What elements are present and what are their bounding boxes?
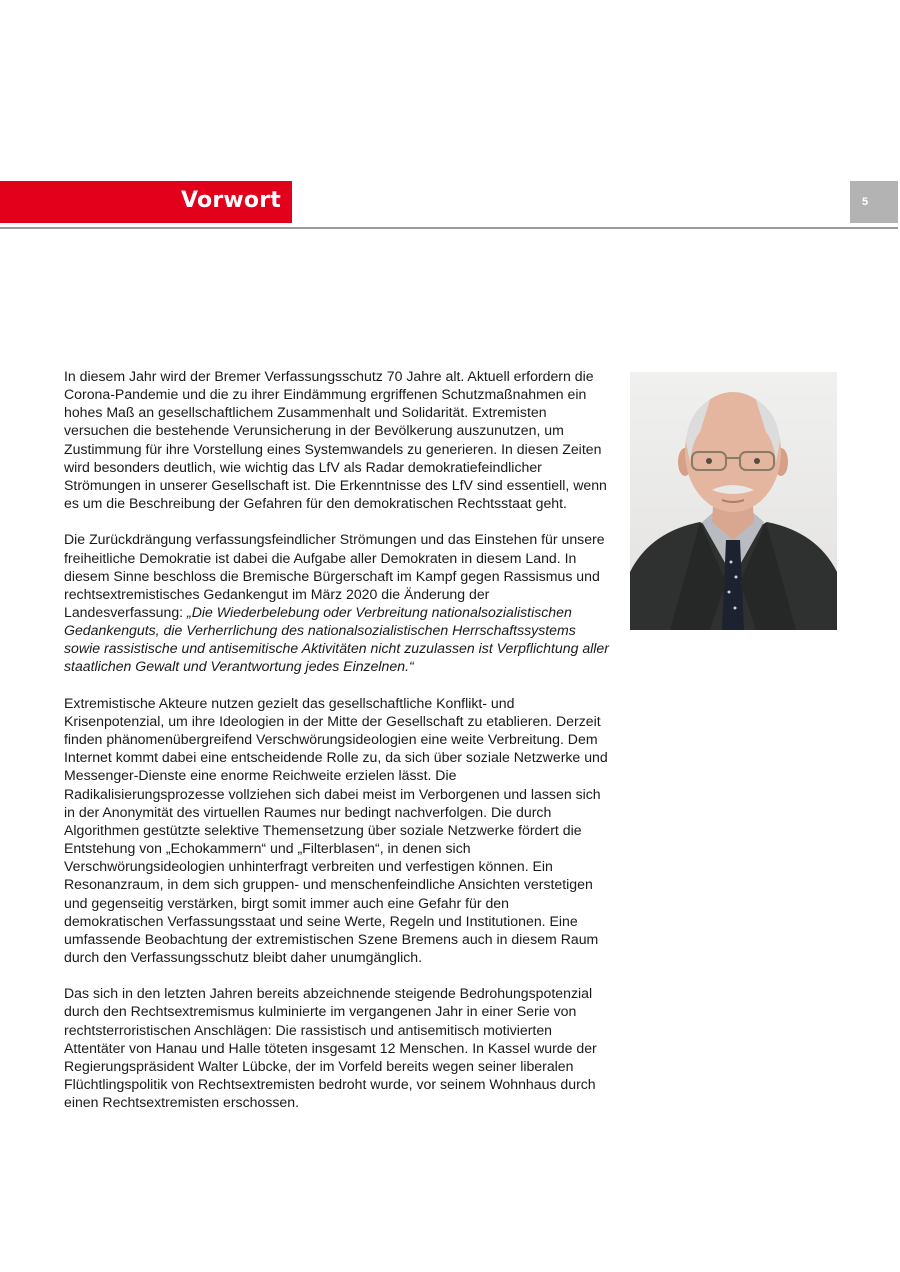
paragraph-4: Das sich in den letzten Jahren bereits abzeichnende steigende Bedrohungspotenzial durch den Rechtsextremismus kulminierte im vergangenen Jahr in einer Serie von rechtsterroristischen Anschlägen: Die rassistisch und antisemitisch motivierten Attentäter von Hanau und Halle töteten insgesamt 12 Menschen. In Kassel wurde der Regierungspräsident Walter Lübcke, der im Vorfeld bereits wegen seiner liberalen Flüchtlingspolitik von Rechtsextremisten bedroht wurde, vor seinem Wohnhaus durch einen Rechtsextremisten erschossen. <box>64 985 597 1111</box>
page-title: Vorwort <box>181 188 281 213</box>
page-number: 5 <box>861 196 869 208</box>
author-portrait-photo <box>630 372 837 630</box>
constitution-quote: „Die Wiederbelebung oder Verbreitung nationalsozialistischen Gedankenguts, die Verherrlichung des nationalsozialistischen Herrschaftssystems sowie rassistische und antisemitische Aktivitäten nicht zuzulassen ist Verpflichtung aller staatlichen Gewalt und Verantwortung jedes Einzelnen.“ <box>64 604 609 675</box>
paragraph-2-intro: Die Zurückdrängung verfassungsfeindlicher Strömungen und das Einstehen für unsere freiheitliche Demokratie ist dabei die Aufgabe aller Demokraten in diesem Land. In diesem Sinne beschloss die Bremische Bürgerschaft im Kampf gegen Rassismus und rechtsextremistisches Gedankengut im März 2020 die Änderung der Landesverfassung: <box>64 531 605 621</box>
foreword-text <box>64 367 612 1130</box>
paragraph-1: In diesem Jahr wird der Bremer Verfassungsschutz 70 Jahre alt. Aktuell erfordern die Corona-Pandemie und die zu ihrer Eindämmung ergriffenen Schutzmaßnahmen ein hohes Maß an gesellschaftlichem Zusammenhalt und Solidarität. Extremisten versuchen die bestehende Verunsicherung in der Bevölkerung auszunutzen, um Zustimmung für ihre Vorstellung eines Systemwandels zu generieren. In diesen Zeiten wird besonders deutlich, wie wichtig das LfV als Radar demokratiefeindlicher Strömungen in unserer Gesellschaft ist. Die Erkenntnisse des LfV sind essentiell, wenn es um die Beschreibung der Gefahren für den demokratischen Rechtsstaat geht. <box>64 368 607 512</box>
paragraph-2 <box>64 530 612 675</box>
header-divider <box>0 227 898 229</box>
paragraph-3: Extremistische Akteure nutzen gezielt das gesellschaftliche Konflikt- und Krisenpotenzial, um ihre Ideologien in der Mitte der Gesellschaft zu etablieren. Derzeit finden phänomenübergreifend Verschwörungsideologien eine weite Verbreitung. Dem Internet kommt dabei eine entscheidende Rolle zu, da sich über soziale Netzwerke und Messenger-Dienste eine enorme Reichweite erzielen lässt. Die Radikalisierungsprozesse vollziehen sich dabei meist im Verborgenen und lassen sich in der Anonymität des virtuellen Raumes nur bedingt nachverfolgen. Die durch Algorithmen gestützte selektive Themensetzung über soziale Netzwerke fördert die Entstehung von „Echokammern“ und „Filterblasen“, in denen sich Verschwörungsideologien unhinterfragt verbreiten und verfestigen können. Ein Resonanzraum, in dem sich gruppen- und menschenfeindliche Ansichten verstetigen und gegenseitig verstärken, birgt somit immer auch eine Gefahr für den demokratischen Verfassungsstaat und seine Werte, Regeln und Institutionen. Eine umfassende Beobachtung der extremistischen Szene Bremens auch in diesem Raum durch den Verfassungsschutz bleibt daher unumgänglich. <box>64 694 608 965</box>
portrait-illustration <box>630 372 837 630</box>
